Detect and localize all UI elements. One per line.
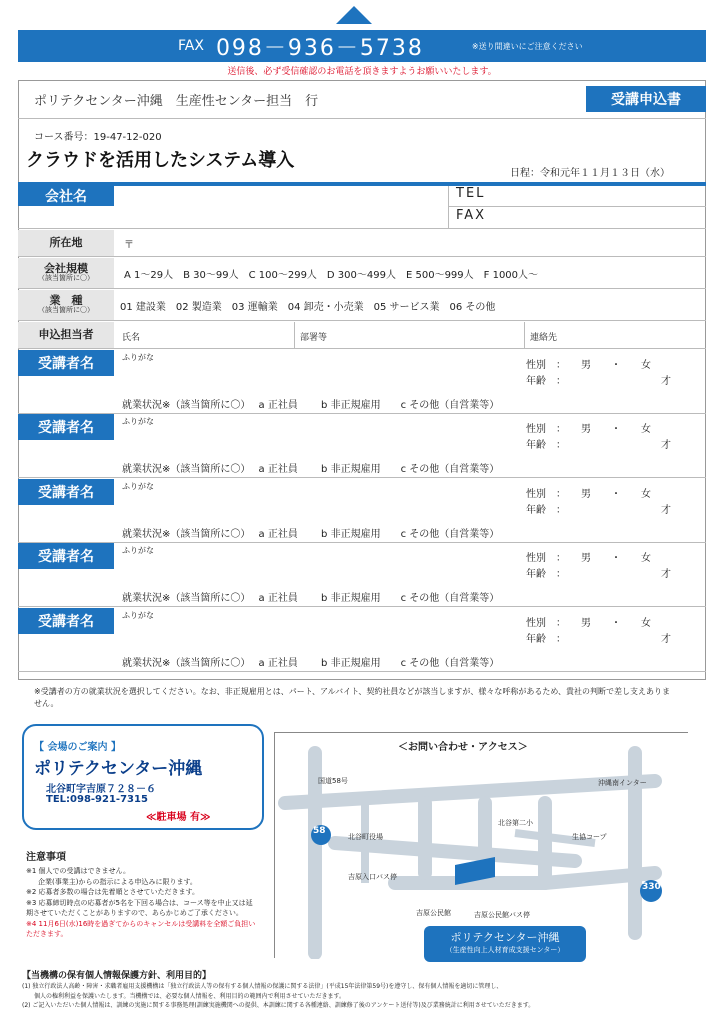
map-label-town-office: 北谷町役場	[348, 833, 383, 841]
contact-label: 申込担当者	[18, 322, 114, 348]
venue-heading: 【 会場のご案内 】	[34, 742, 121, 753]
furigana-label: ふりがな	[122, 611, 154, 620]
contact-name: 氏名	[122, 333, 141, 343]
fax-bar	[18, 30, 706, 62]
industry-options[interactable]: 01 建設業 02 製造業 03 運輸業 04 卸売・小売業 05 サービス業 06 その他	[120, 302, 496, 313]
privacy-text: (1) 独立行政法人高齢・障害・求職者雇用支援機構は「独立行政法人等の保有する個人情報の保護に関する法律」(平成15年法律第59号)を遵守し、保有個人情報を適切に管理し、 個人の権利利益を保護いたします。当機構では、必要な個人情報を、利用目的の範囲内で利用させていただきます。 (2) ご記入いただいた個人情報は、訓練の実施に関する事務処理(訓練実施機関への提供、本訓練に関する各種連絡、訓練修了後のアンケート送付等)及び業務統計に利用させていただきます。	[22, 983, 535, 1010]
map-title: ＜お問い合わせ・アクセス＞	[398, 742, 528, 753]
recipient: ポリテクセンター沖縄 生産性センター担当 行	[34, 94, 319, 109]
trainee-name-label: 受講者名	[18, 479, 114, 505]
trainee-name-label: 受講者名	[18, 543, 114, 569]
up-arrow-icon	[336, 6, 372, 24]
employment-status[interactable]: 就業状況※（該当箇所に〇） a 正社員 b 非正規雇用 c その他（自営業等）	[122, 658, 500, 669]
course-date: 日程：令和元年１１月１３日（水）	[510, 168, 670, 179]
age-field[interactable]: 年齢 ： 才	[526, 634, 671, 645]
trainee-name-field[interactable]	[114, 543, 518, 579]
fax-label: FAX	[178, 38, 204, 54]
employment-status[interactable]: 就業状況※（該当箇所に〇） a 正社員 b 非正規雇用 c その他（自営業等）	[122, 529, 500, 540]
trainee-name-label: 受講者名	[18, 350, 114, 376]
gender-field[interactable]: 性別 ： 男 ・ 女	[526, 489, 651, 500]
company-name-label: 会社名	[18, 186, 114, 206]
age-field[interactable]: 年齢 ： 才	[526, 569, 671, 580]
scale-label: 会社規模 （該当箇所に〇）	[18, 258, 114, 288]
postal-mark: 〒	[124, 240, 134, 251]
fax-number: 098－936－5738	[215, 35, 424, 61]
company-name-field[interactable]	[114, 186, 448, 226]
contact-dept: 部署等	[300, 333, 328, 343]
employment-status[interactable]: 就業状況※（該当箇所に〇） a 正社員 b 非正規雇用 c その他（自営業等）	[122, 464, 500, 475]
trainee-name-label: 受講者名	[18, 608, 114, 634]
address-label: 所在地	[18, 230, 114, 256]
age-field[interactable]: 年齢 ： 才	[526, 505, 671, 516]
map-label-route58: 国道58号	[318, 777, 348, 785]
course-number: コース番号：19-47-12-020	[34, 132, 162, 143]
furigana-label: ふりがな	[122, 546, 154, 555]
gender-field[interactable]: 性別 ： 男 ・ 女	[526, 360, 651, 371]
map-label-interchange: 沖縄南インター	[598, 779, 647, 787]
map-label-hall: 吉原公民館	[416, 909, 451, 917]
furigana-label: ふりがな	[122, 353, 154, 362]
access-map	[274, 732, 688, 958]
venue-parking: ≪駐車場 有≫	[146, 812, 211, 823]
age-field[interactable]: 年齢 ： 才	[526, 440, 671, 451]
footnote: ※受講者の方の就業状況を選択してください。なお、非正規雇用とは、パート、アルバイト、契約社員などが該当しますが、様々な呼称があるため、貴社の判断で差し支えありません。	[34, 687, 671, 708]
fax-field-label: FAX	[456, 208, 487, 223]
notes-heading: 注意事項	[26, 852, 66, 863]
notes-list: ※1 個人での受講はできません。 企業(事業主)からの指示による申込みに限ります。 ※2 応募者多数の場合は先着順とさせていただきます。 ※3 応募締切時点の応募者が5名を下回る場合は、コース等を中止又は延期させていただくことがありますので、あらかじめご了承ください。 ※4 11月6日(水)16時を過ぎてからのキャンセルは受講料を全額ご負担いただきます。	[26, 867, 256, 938]
venue-name: ポリテクセンター沖縄	[34, 759, 203, 779]
venue-address: 北谷町字吉原７２８－６	[46, 784, 156, 795]
trainee-name-field[interactable]	[114, 608, 518, 644]
privacy-title: 【当機構の保有個人情報保護方針、利用目的】	[22, 971, 212, 981]
employment-status[interactable]: 就業状況※（該当箇所に〇） a 正社員 b 非正規雇用 c その他（自営業等）	[122, 593, 500, 604]
map-label-school: 北谷第二小	[498, 819, 533, 827]
employment-status[interactable]: 就業状況※（該当箇所に〇） a 正社員 b 非正規雇用 c その他（自営業等）	[122, 400, 500, 411]
gender-field[interactable]: 性別 ： 男 ・ 女	[526, 553, 651, 564]
furigana-label: ふりがな	[122, 482, 154, 491]
trainee-name-field[interactable]	[114, 414, 518, 450]
map-label-hall-bus: 吉原公民館バス停	[474, 911, 530, 919]
send-note: 送信後、必ず受信確認のお電話を頂きますようお願いいたします。	[227, 67, 497, 77]
fax-note: ※送り間違いにご注意ください	[471, 41, 583, 51]
route-58-icon: 58	[313, 826, 326, 836]
venue-tel: TEL:098-921-7315	[46, 794, 148, 805]
center-callout: ポリテクセンター沖縄 （生産性向上人材育成支援センター）	[424, 926, 586, 962]
age-field[interactable]: 年齢 ： 才	[526, 376, 671, 387]
scale-options[interactable]: A 1～29人 B 30～99人 C 100～299人 D 300～499人 E 500～999人 F 1000人～	[124, 270, 539, 281]
trainee-name-label: 受講者名	[18, 414, 114, 440]
trainee-name-field[interactable]	[114, 350, 518, 386]
gender-field[interactable]: 性別 ： 男 ・ 女	[526, 424, 651, 435]
map-label-coop: 生協コープ	[572, 833, 607, 841]
industry-label: 業 種 （該当箇所に〇）	[18, 290, 114, 320]
course-title: クラウドを活用したシステム導入	[26, 150, 295, 171]
contact-tel: 連絡先	[530, 333, 558, 343]
route-330-icon: 330	[642, 882, 661, 892]
trainee-name-field[interactable]	[114, 479, 518, 515]
tel-label: TEL	[456, 186, 486, 201]
form-tag: 受講申込書	[586, 86, 706, 112]
furigana-label: ふりがな	[122, 417, 154, 426]
map-label-bus-stop: 吉原入口バス停	[348, 873, 397, 881]
gender-field[interactable]: 性別 ： 男 ・ 女	[526, 618, 651, 629]
